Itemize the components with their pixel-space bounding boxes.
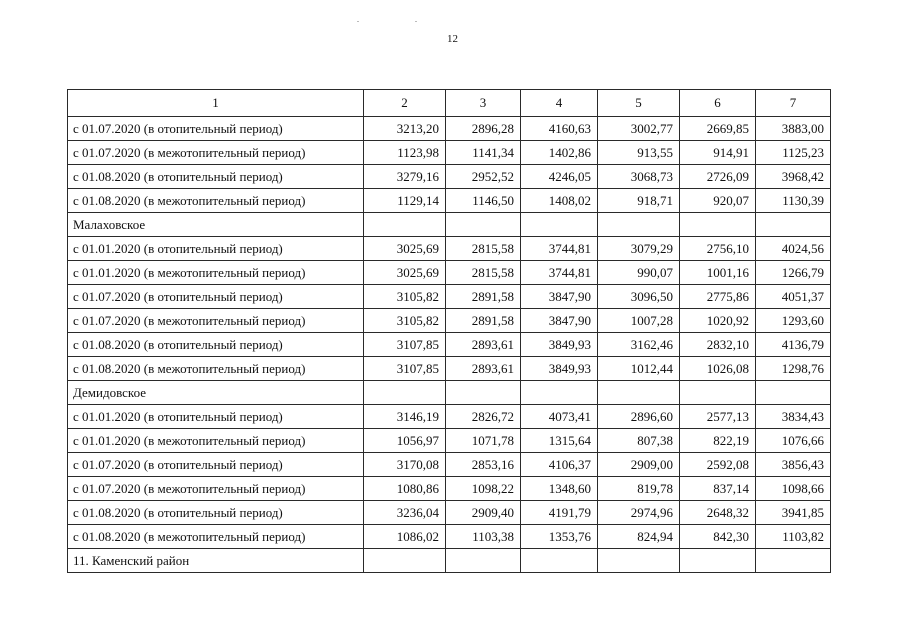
column-header-2: 2 <box>364 90 446 117</box>
group-label-cell: Малаховское <box>68 213 364 237</box>
row-label-cell: с 01.01.2020 (в отопительный период) <box>68 405 364 429</box>
table-row <box>68 333 831 357</box>
value-cell-col-5: 990,07 <box>598 261 680 285</box>
value-cell-col-3: 2891,58 <box>446 285 521 309</box>
value-cell-col-4: 4073,41 <box>521 405 598 429</box>
row-label-cell: с 01.07.2020 (в отопительный период) <box>68 117 364 141</box>
value-cell-col-6: 1001,16 <box>680 261 756 285</box>
value-cell-col-4: 4160,63 <box>521 117 598 141</box>
value-cell-col-2: 3170,08 <box>364 453 446 477</box>
table-row <box>68 501 831 525</box>
value-cell-col-2 <box>364 381 446 405</box>
value-cell-col-2: 3213,20 <box>364 117 446 141</box>
value-cell-col-7: 1103,82 <box>756 525 831 549</box>
value-cell-col-4: 1402,86 <box>521 141 598 165</box>
value-cell-col-4: 3744,81 <box>521 261 598 285</box>
row-label-cell: с 01.08.2020 (в межотопительный период) <box>68 189 364 213</box>
value-cell-col-6: 837,14 <box>680 477 756 501</box>
value-cell-col-3: 2952,52 <box>446 165 521 189</box>
value-cell-col-5 <box>598 381 680 405</box>
value-cell-col-7: 3941,85 <box>756 501 831 525</box>
table-row <box>68 357 831 381</box>
value-cell-col-2: 3107,85 <box>364 333 446 357</box>
value-cell-col-3: 2909,40 <box>446 501 521 525</box>
table-group-row <box>68 549 831 573</box>
value-cell-col-4: 3849,93 <box>521 333 598 357</box>
table-row <box>68 261 831 285</box>
value-cell-col-3: 1103,38 <box>446 525 521 549</box>
column-header-5: 5 <box>598 90 680 117</box>
value-cell-col-2: 1080,86 <box>364 477 446 501</box>
value-cell-col-7 <box>756 213 831 237</box>
group-label-cell: Демидовское <box>68 381 364 405</box>
value-cell-col-4: 3847,90 <box>521 285 598 309</box>
value-cell-col-4: 1408,02 <box>521 189 598 213</box>
table-row <box>68 165 831 189</box>
value-cell-col-6: 2832,10 <box>680 333 756 357</box>
row-label-cell: с 01.07.2020 (в отопительный период) <box>68 285 364 309</box>
value-cell-col-5: 3079,29 <box>598 237 680 261</box>
row-label-cell: с 01.07.2020 (в межотопительный период) <box>68 141 364 165</box>
value-cell-col-7: 3856,43 <box>756 453 831 477</box>
table-row <box>68 141 831 165</box>
value-cell-col-7: 4024,56 <box>756 237 831 261</box>
value-cell-col-3: 2893,61 <box>446 333 521 357</box>
value-cell-col-4: 4106,37 <box>521 453 598 477</box>
column-header-6: 6 <box>680 90 756 117</box>
value-cell-col-2: 1056,97 <box>364 429 446 453</box>
value-cell-col-3: 2853,16 <box>446 453 521 477</box>
value-cell-col-2: 3105,82 <box>364 285 446 309</box>
value-cell-col-3: 1098,22 <box>446 477 521 501</box>
value-cell-col-3: 1071,78 <box>446 429 521 453</box>
value-cell-col-5: 3096,50 <box>598 285 680 309</box>
row-label-cell: с 01.07.2020 (в межотопительный период) <box>68 477 364 501</box>
value-cell-col-5: 807,38 <box>598 429 680 453</box>
value-cell-col-4: 1353,76 <box>521 525 598 549</box>
row-label-cell: с 01.01.2020 (в межотопительный период) <box>68 429 364 453</box>
value-cell-col-6: 2726,09 <box>680 165 756 189</box>
value-cell-col-2: 1123,98 <box>364 141 446 165</box>
value-cell-col-5: 3002,77 <box>598 117 680 141</box>
table-row <box>68 429 831 453</box>
value-cell-col-7: 1125,23 <box>756 141 831 165</box>
value-cell-col-5: 2909,00 <box>598 453 680 477</box>
value-cell-col-5: 3162,46 <box>598 333 680 357</box>
value-cell-col-6: 822,19 <box>680 429 756 453</box>
value-cell-col-7 <box>756 549 831 573</box>
table-row <box>68 405 831 429</box>
table-row <box>68 525 831 549</box>
value-cell-col-2: 3025,69 <box>364 261 446 285</box>
value-cell-col-3: 1146,50 <box>446 189 521 213</box>
value-cell-col-6: 1020,92 <box>680 309 756 333</box>
value-cell-col-6: 914,91 <box>680 141 756 165</box>
table-row <box>68 453 831 477</box>
value-cell-col-5: 2896,60 <box>598 405 680 429</box>
value-cell-col-6: 920,07 <box>680 189 756 213</box>
value-cell-col-5: 1012,44 <box>598 357 680 381</box>
column-header-4: 4 <box>521 90 598 117</box>
value-cell-col-6: 1026,08 <box>680 357 756 381</box>
value-cell-col-4: 3744,81 <box>521 237 598 261</box>
value-cell-col-6 <box>680 381 756 405</box>
value-cell-col-4 <box>521 549 598 573</box>
table-row <box>68 117 831 141</box>
value-cell-col-5: 819,78 <box>598 477 680 501</box>
group-label-cell: 11. Каменский район <box>68 549 364 573</box>
value-cell-col-6: 2669,85 <box>680 117 756 141</box>
value-cell-col-5: 1007,28 <box>598 309 680 333</box>
value-cell-col-7 <box>756 381 831 405</box>
table-header-row <box>68 90 831 117</box>
table-body <box>68 90 831 573</box>
value-cell-col-3: 2826,72 <box>446 405 521 429</box>
value-cell-col-3: 2891,58 <box>446 309 521 333</box>
value-cell-col-2: 3105,82 <box>364 309 446 333</box>
page-number: 12 <box>447 33 458 45</box>
row-label-cell: с 01.08.2020 (в межотопительный период) <box>68 357 364 381</box>
row-label-cell: с 01.08.2020 (в отопительный период) <box>68 333 364 357</box>
value-cell-col-5: 3068,73 <box>598 165 680 189</box>
column-header-3: 3 <box>446 90 521 117</box>
value-cell-col-2 <box>364 213 446 237</box>
value-cell-col-2: 3146,19 <box>364 405 446 429</box>
value-cell-col-6 <box>680 549 756 573</box>
table-row <box>68 309 831 333</box>
value-cell-col-3: 2815,58 <box>446 261 521 285</box>
value-cell-col-4: 1348,60 <box>521 477 598 501</box>
value-cell-col-4 <box>521 381 598 405</box>
value-cell-col-7: 3883,00 <box>756 117 831 141</box>
value-cell-col-5: 2974,96 <box>598 501 680 525</box>
value-cell-col-2: 1129,14 <box>364 189 446 213</box>
row-label-cell: с 01.08.2020 (в отопительный период) <box>68 165 364 189</box>
scan-speck <box>357 21 359 22</box>
value-cell-col-2: 3279,16 <box>364 165 446 189</box>
value-cell-col-3: 2815,58 <box>446 237 521 261</box>
value-cell-col-6: 2592,08 <box>680 453 756 477</box>
table-group-row <box>68 381 831 405</box>
value-cell-col-7: 3968,42 <box>756 165 831 189</box>
value-cell-col-2: 1086,02 <box>364 525 446 549</box>
table-row <box>68 477 831 501</box>
value-cell-col-4: 1315,64 <box>521 429 598 453</box>
column-header-7: 7 <box>756 90 831 117</box>
value-cell-col-7: 4136,79 <box>756 333 831 357</box>
value-cell-col-3 <box>446 381 521 405</box>
value-cell-col-7: 1293,60 <box>756 309 831 333</box>
value-cell-col-7: 1076,66 <box>756 429 831 453</box>
table-row <box>68 189 831 213</box>
value-cell-col-3 <box>446 549 521 573</box>
value-cell-col-2: 3236,04 <box>364 501 446 525</box>
value-cell-col-2: 3025,69 <box>364 237 446 261</box>
value-cell-col-2: 3107,85 <box>364 357 446 381</box>
value-cell-col-7: 1098,66 <box>756 477 831 501</box>
table-group-row <box>68 213 831 237</box>
value-cell-col-5: 918,71 <box>598 189 680 213</box>
row-label-cell: с 01.08.2020 (в отопительный период) <box>68 501 364 525</box>
column-header-1: 1 <box>68 90 364 117</box>
value-cell-col-4: 4191,79 <box>521 501 598 525</box>
value-cell-col-6 <box>680 213 756 237</box>
value-cell-col-4 <box>521 213 598 237</box>
value-cell-col-5 <box>598 213 680 237</box>
row-label-cell: с 01.07.2020 (в отопительный период) <box>68 453 364 477</box>
value-cell-col-3: 2896,28 <box>446 117 521 141</box>
scan-speck <box>415 21 417 22</box>
table-row <box>68 285 831 309</box>
row-label-cell: с 01.01.2020 (в межотопительный период) <box>68 261 364 285</box>
value-cell-col-6: 842,30 <box>680 525 756 549</box>
value-cell-col-7: 3834,43 <box>756 405 831 429</box>
value-cell-col-5: 913,55 <box>598 141 680 165</box>
value-cell-col-3: 2893,61 <box>446 357 521 381</box>
value-cell-col-2 <box>364 549 446 573</box>
row-label-cell: с 01.07.2020 (в межотопительный период) <box>68 309 364 333</box>
value-cell-col-7: 4051,37 <box>756 285 831 309</box>
value-cell-col-7: 1298,76 <box>756 357 831 381</box>
row-label-cell: с 01.01.2020 (в отопительный период) <box>68 237 364 261</box>
row-label-cell: с 01.08.2020 (в межотопительный период) <box>68 525 364 549</box>
value-cell-col-7: 1266,79 <box>756 261 831 285</box>
value-cell-col-7: 1130,39 <box>756 189 831 213</box>
tariff-table <box>67 89 831 573</box>
table-row <box>68 237 831 261</box>
value-cell-col-4: 3847,90 <box>521 309 598 333</box>
value-cell-col-3: 1141,34 <box>446 141 521 165</box>
value-cell-col-6: 2648,32 <box>680 501 756 525</box>
value-cell-col-5: 824,94 <box>598 525 680 549</box>
value-cell-col-4: 4246,05 <box>521 165 598 189</box>
value-cell-col-6: 2756,10 <box>680 237 756 261</box>
value-cell-col-5 <box>598 549 680 573</box>
value-cell-col-6: 2775,86 <box>680 285 756 309</box>
value-cell-col-4: 3849,93 <box>521 357 598 381</box>
value-cell-col-3 <box>446 213 521 237</box>
value-cell-col-6: 2577,13 <box>680 405 756 429</box>
